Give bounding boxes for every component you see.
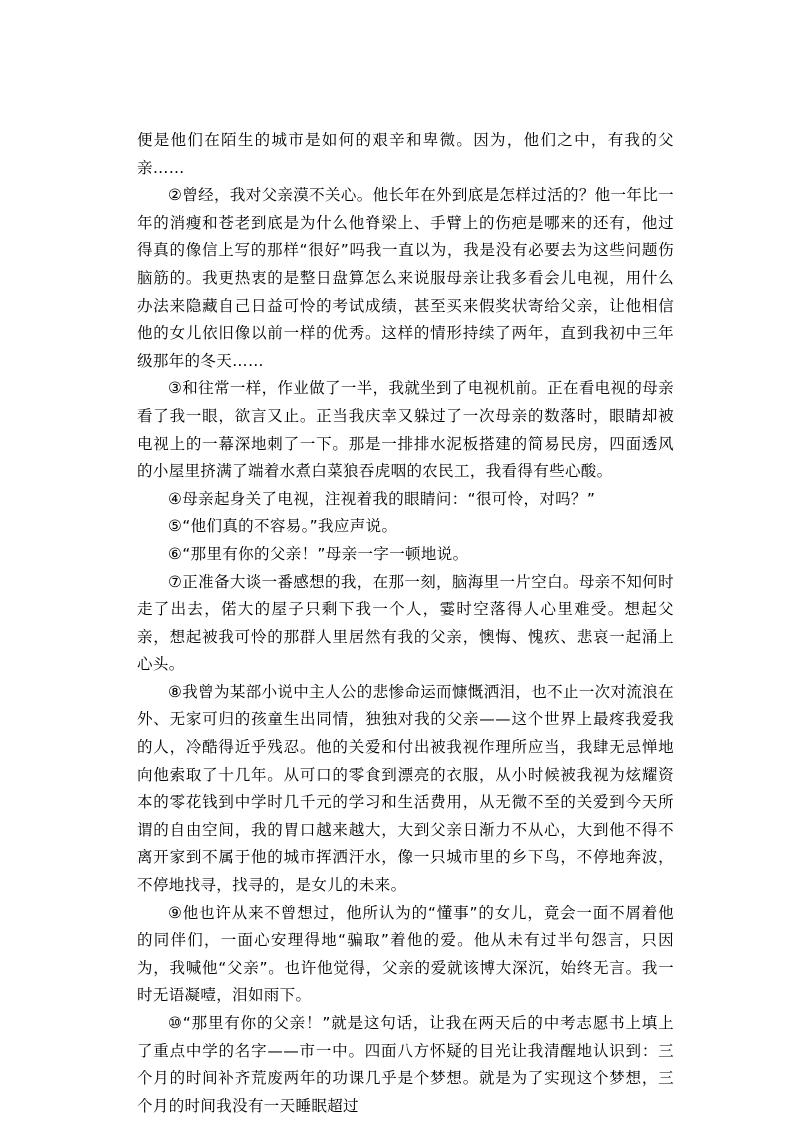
paragraph-7: ⑦正准备大谈一番感想的我，在那一刻，脑海里一片空白。母亲不知何时走了出去，偌大的屋子只剩下我一个人，霎时空落得人心里难受。想起父亲，想起被我可怜的那群人里居然有我的父亲，懊悔、愧疚、悲哀一起涌上心头。 (137, 572, 674, 674)
article-body (137, 127, 674, 1120)
paragraph-9: ⑨他也许从来不曾想过，他所认为的“懂事”的女儿，竟会一面不屑着他的同伴们，一面心安理得地“骗取”着他的爱。他从未有过半句怨言，只因为，我喊他“父亲”。也许他觉得，父亲的爱就该博大深沉，始终无言。我一时无语凝噎，泪如雨下。 (137, 903, 674, 1005)
paragraph-6: ⑥“那里有你的父亲！”母亲一字一顿地说。 (168, 544, 469, 563)
paragraph-10: ⑩“那里有你的父亲！”就是这句话，让我在两天后的中考志愿书上填上了重点中学的名字——市一中。四面八方怀疑的目光让我清醒地认识到：三个月的时间补齐荒废两年的功课几乎是个梦想。就是为了实现这个梦想，三个月的时间我没有一天睡眠超过 (137, 1014, 674, 1115)
paragraph-8: ⑧我曾为某部小说中主人公的悲惨命运而慷慨洒泪，也不止一次对流浪在外、无家可归的孩童生出同情，独独对我的父亲——这个世界上最疼我爱我的人，冷酷得近乎残忍。他的关爱和付出被我视作理所应当，我肆无忌惮地向他索取了十几年。从可口的零食到漂亮的衣服，从小时候被我视为炫耀资本的零花钱到中学时几千元的学习和生活费用，从无微不至的关爱到今天所谓的自由空间，我的胃口越来越大，大到父亲日渐力不从心，大到他不得不离开家到不属于他的城市挥洒汗水，像一只城市里的乡下鸟，不停地奔波，不停地找寻，找寻的，是女儿的未来。 (137, 682, 674, 895)
paragraph-2: ②曾经，我对父亲漠不关心。他长年在外到底是怎样过活的？他一年比一年的消瘦和苍老到底是为什么他脊梁上、手臂上的伤疤是哪来的还有，他过得真的像信上写的那样“很好”吗我一直以为，我是没有必要去为这些问题伤脑筋的。我更热衷的是整日盘算怎么来说服母亲让我多看会儿电视，用什么办法来隐藏自己日益可怜的考试成绩，甚至买来假奖状寄给父亲，让他相信他的女儿依旧像以前一样的优秀。这样的情形持续了两年，直到我初中三年级那年的冬天…… (137, 186, 674, 370)
paragraph-continued: 便是他们在陌生的城市是如何的艰辛和卑微。因为，他们之中，有我的父亲…… (137, 131, 674, 177)
paragraph-3: ③和往常一样，作业做了一半，我就坐到了电视机前。正在看电视的母亲看了我一眼，欲言又止。正当我庆幸又躲过了一次母亲的数落时，眼睛却被电视上的一幕深地刺了一下。那是一排排水泥板搭建的简易民房，四面透风的小屋里挤满了端着水煮白菜狼吞虎咽的农民工，我看得有些心酸。 (137, 379, 674, 481)
paragraph-5: ⑤“他们真的不容易。”我应声说。 (168, 517, 398, 536)
paragraph-4: ④母亲起身关了电视，注视着我的眼睛问：“很可怜，对吗？” (168, 489, 596, 508)
